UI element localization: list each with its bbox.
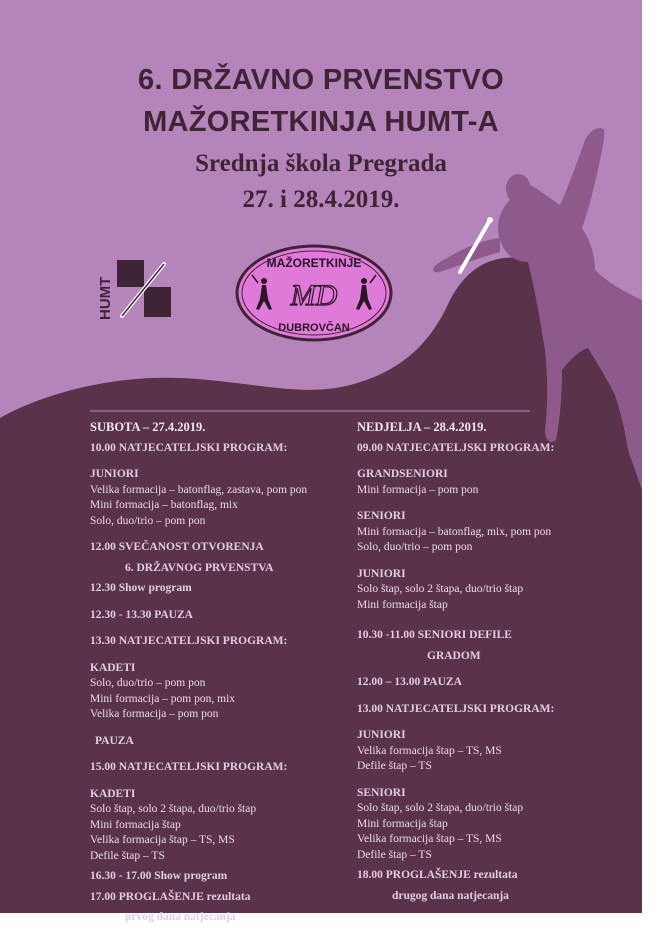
sun-defile-1030: 10.30 -11.00 SENIORI DEFILE [357, 629, 512, 641]
humt-logo-text: HUMT [97, 276, 114, 320]
sun-line: Solo, duo/trio – pom pon [357, 541, 473, 553]
sun-line: Velika formacija štap – TS, MS [357, 833, 502, 845]
sun-line: Mini formacija – pom pon [357, 483, 479, 496]
sun-line: Solo štap, solo 2 štapa, duo/trio štap [357, 802, 524, 814]
sat-line: Solo štap, solo 2 štapa, duo/trio štap [90, 803, 257, 815]
sat-show-program-1630: 16.30 - 17.00 Show program [90, 870, 228, 882]
sun-category-juniori: JUNIORI [357, 567, 406, 580]
sat-line: Defile štap – TS [90, 849, 165, 862]
sat-line: Velika formacija – batonflag, zastava, pom pon [90, 483, 308, 496]
sat-line: Solo, duo/trio – pom pon [90, 677, 206, 689]
sat-line: Velika formacija – pom pon [90, 708, 219, 720]
sun-pause-1200: 12.00 – 13.00 PAUZA [357, 676, 462, 688]
sun-program-1300: 13.00 NATJECATELJSKI PROGRAM: [357, 702, 555, 715]
sat-results-1700-2: prvog dana natjecanja [125, 911, 236, 923]
sunday-schedule [357, 420, 617, 904]
venue: Srednja škola Pregrada [195, 150, 447, 177]
sun-line: Mini formacija – batonflag, mix, pom pon [357, 525, 552, 538]
title-line-1: 6. DRŽAVNO PRVENSTVO [138, 64, 504, 96]
sat-pause-1230: 12.30 - 13.30 PAUZA [90, 608, 193, 621]
sun-line: Defile štap – TS [357, 848, 432, 861]
sat-results-1700: 17.00 PROGLAŠENJE rezultata [90, 890, 251, 903]
sun-line: Mini formacija štap [357, 598, 448, 611]
sun-defile-1030-2: GRADOM [427, 649, 481, 662]
sat-category-juniori: JUNIORI [90, 468, 139, 480]
sat-program-1500: 15.00 NATJECATELJSKI PROGRAM: [90, 761, 288, 773]
sat-line: Solo, duo/trio – pom pon [90, 514, 206, 527]
sat-opening-ceremony: 12.00 SVEČANOST OTVORENJA [90, 541, 264, 553]
title-line-2: MAŽORETKINJA HUMT-A [143, 106, 499, 138]
sun-line: Defile štap – TS [357, 760, 432, 772]
sat-show-program-1230: 12.30 Show program [90, 582, 192, 594]
saturday-heading: SUBOTA – 27.4.2019. [90, 420, 206, 434]
sun-line: Solo štap, solo 2 štapa, duo/trio štap [357, 583, 524, 595]
sun-results-1800: 18.00 PROGLAŠENJE rezultata [357, 869, 518, 881]
sat-program-1000: 10.00 NATJECATELJSKI PROGRAM: [90, 441, 288, 454]
sun-category-seniori: SENIORI [357, 510, 406, 522]
event-dates: 27. i 28.4.2019. [242, 186, 400, 213]
sat-opening-ceremony-2: 6. DRŽAVNOG PRVENSTVA [125, 561, 274, 574]
humt-logo [92, 258, 182, 322]
md-logo-monogram: MD [290, 279, 338, 312]
sun-category-seniori-2: SENIORI [357, 786, 406, 799]
sunday-heading: NEDJELJA – 28.4.2019. [357, 420, 487, 434]
md-logo-top-text: MAŽORETKINJE [266, 256, 362, 270]
sun-category-grandseniori: GRANDSENIORI [357, 468, 448, 480]
sun-results-1800-2: drugog dana natjecanja [392, 889, 509, 902]
md-logo-bottom-text: DUBROVČAN [278, 322, 350, 334]
sat-line: Mini formacija – pom pon, mix [90, 692, 236, 705]
saturday-schedule [90, 420, 340, 926]
sat-line: Mini formacija – batonflag, mix [90, 499, 238, 511]
sat-line: Velika formacija štap – TS, MS [90, 834, 235, 846]
md-majorettes-logo [234, 243, 394, 343]
sun-line: Velika formacija štap – TS, MS [357, 744, 502, 757]
sat-category-kadeti: KADETI [90, 661, 136, 674]
sat-program-1330: 13.30 NATJECATELJSKI PROGRAM: [90, 635, 288, 647]
sun-program-0900: 09.00 NATJECATELJSKI PROGRAM: [357, 441, 555, 454]
sat-line: Mini formacija štap [90, 818, 181, 831]
sat-category-kadeti-2: KADETI [90, 787, 136, 800]
sun-category-juniori-2: JUNIORI [357, 729, 406, 741]
sat-pause: PAUZA [95, 734, 134, 747]
sun-line: Mini formacija štap [357, 817, 448, 830]
